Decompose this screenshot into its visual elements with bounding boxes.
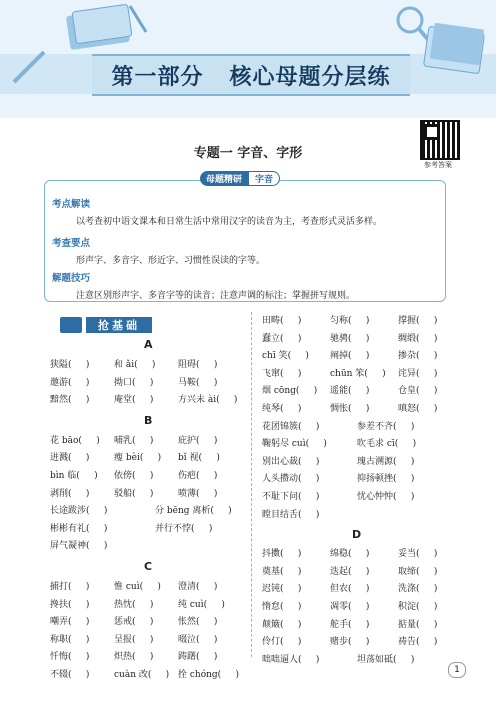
word-item: 澄清( ): [178, 582, 218, 592]
word-item: 迭起( ): [330, 566, 370, 577]
word-item: 忏悔( ): [50, 652, 90, 663]
word-item: 奠基( ): [262, 566, 302, 577]
word-item: 剥削( ): [50, 488, 90, 499]
word-item: 哺乳( ): [114, 435, 154, 446]
info-heading: 解题技巧: [52, 273, 91, 284]
word-item: 瘦 bèi( ): [114, 453, 162, 464]
word-item: 纯 cuì( ): [178, 599, 225, 610]
pencil-icon: [10, 48, 50, 88]
word-item: 瞠目结舌( ): [262, 509, 320, 520]
word-item: 撑握( ): [398, 316, 438, 326]
tag-left: 母题精研: [200, 171, 248, 186]
info-heading: 考点解读: [52, 199, 91, 210]
word-item: 呈报( ): [114, 634, 154, 645]
qr-label: 参考答案: [424, 161, 452, 169]
word-item: 祷告( ): [398, 637, 438, 648]
book-icon: [60, 317, 82, 333]
word-item: 遥能( ): [330, 386, 370, 397]
word-item: 匀称( ): [330, 316, 370, 326]
word-item: 颠簸( ): [262, 619, 302, 630]
word-item: 惟 cuì( ): [114, 582, 161, 592]
topic-subtitle: 专题一 字音、字形: [193, 146, 303, 161]
word-item: 妥当( ): [398, 549, 438, 560]
word-item: 庵堂( ): [114, 395, 154, 406]
word-item: 狭隘( ): [50, 360, 90, 370]
tag-right: 字音: [248, 171, 280, 186]
book-illustration-icon: [60, 2, 150, 52]
word-item: 参差不齐( ): [357, 421, 415, 432]
word-item: 驳船( ): [114, 488, 154, 499]
word-item: 凋零( ): [330, 602, 370, 612]
word-item: 烟 cōng( ): [262, 386, 318, 397]
word-item: 绸缎( ): [398, 333, 438, 344]
word-item: 庇护( ): [178, 435, 218, 446]
word-item: 抑扬顿挫( ): [357, 474, 415, 485]
info-text: 注意区别形声字、多音字等的读音；注意声调的标注；掌握拼写规则。: [76, 291, 356, 301]
word-item: 黯然( ): [50, 395, 90, 406]
word-item: 惰怠( ): [262, 602, 302, 612]
word-item: 邀游( ): [50, 377, 90, 388]
word-item: 称职( ): [50, 634, 90, 645]
info-box: [44, 180, 446, 302]
word-item: 诧异( ): [398, 368, 438, 379]
info-text: 形声字、多音字、形近字、习惯性误读的字等。: [76, 256, 266, 266]
word-item: 洗涤( ): [398, 584, 438, 595]
word-item: 田畴( ): [262, 316, 302, 326]
word-item: chī 笑( ): [262, 351, 309, 362]
word-item: 炽热( ): [114, 652, 154, 663]
word-item: 嗔怒( ): [398, 404, 438, 414]
word-item: 仓皇( ): [398, 386, 438, 397]
word-item: 赌步( ): [330, 637, 370, 648]
section-tag: [200, 170, 280, 186]
section-banner: [60, 317, 152, 333]
page-title: 第一部分 核心母题分层练: [111, 63, 391, 90]
word-item: 拴 chóng( ): [178, 670, 240, 680]
word-item: 掺杂( ): [398, 351, 438, 362]
word-item: 屏气凝神( ): [50, 541, 108, 552]
page-number: 1: [448, 662, 466, 678]
word-item: 抖擞( ): [262, 549, 302, 560]
word-item: 花团锦簇( ): [262, 421, 320, 432]
word-item: 鞠躬尽 cuì( ): [262, 439, 327, 450]
word-item: 并行不悖( ): [155, 523, 213, 534]
word-item: 坦荡如砥( ): [357, 654, 415, 665]
word-item: 掂量( ): [398, 619, 438, 630]
word-item: 别出心裁( ): [262, 456, 320, 467]
group-letter: C: [144, 560, 153, 573]
word-item: 喷薄( ): [178, 488, 218, 499]
word-item: 惩戒( ): [114, 617, 154, 628]
section-banner-label: 抢基础: [86, 317, 152, 333]
group-letter: B: [144, 413, 153, 427]
word-item: 依傍( ): [114, 471, 154, 481]
word-item: 迸溅( ): [50, 453, 90, 464]
word-item: 飞窜( ): [262, 368, 302, 379]
word-item: 和 ǎi( ): [114, 360, 156, 370]
word-item: 瑰古溯源( ): [357, 456, 415, 467]
word-item: 阻碍( ): [178, 360, 218, 370]
folder-illustration-icon: [420, 20, 490, 80]
word-item: 咄咄逼人( ): [262, 654, 320, 665]
word-item: 方兴未 ài( ): [178, 395, 238, 406]
word-item: 阐掉( ): [330, 351, 370, 362]
page-title-box: [92, 54, 410, 96]
word-item: bìn 临( ): [50, 471, 98, 481]
word-item: 不辍( ): [50, 670, 90, 680]
word-item: 伤疤( ): [178, 471, 218, 481]
word-item: 忧心忡忡( ): [357, 492, 415, 502]
word-item: 分 bēng 离析( ): [155, 506, 232, 517]
word-item: 马鞍( ): [178, 377, 218, 388]
word-item: 纯琴( ): [262, 404, 302, 414]
word-item: 取缔( ): [398, 566, 438, 577]
word-item: 绵稳( ): [330, 549, 370, 560]
word-item: 彬彬有礼( ): [50, 523, 108, 534]
word-item: 花 bāo( ): [50, 435, 100, 446]
word-item: 惆怅( ): [330, 404, 370, 414]
column-divider: [251, 312, 252, 657]
header-banner: [0, 0, 496, 118]
word-item: 伶仃( ): [262, 637, 302, 648]
word-item: 热忱( ): [114, 599, 154, 610]
word-item: 但农( ): [330, 584, 370, 595]
word-item: 积淀( ): [398, 602, 438, 612]
word-item: 长途跋涉( ): [50, 506, 108, 517]
group-letter: A: [144, 338, 153, 351]
word-item: 驰骋( ): [330, 333, 370, 344]
word-item: 怅然( ): [178, 617, 218, 628]
group-letter: D: [352, 528, 362, 542]
word-item: 不耻下问( ): [262, 492, 320, 502]
word-item: 拗口( ): [114, 377, 154, 388]
info-heading: 考查要点: [52, 238, 91, 249]
word-item: 搀扶( ): [50, 599, 90, 610]
word-item: 迟钝( ): [262, 584, 302, 595]
word-item: 嘲弄( ): [50, 617, 90, 628]
word-item: 吹毛求 cī( ): [357, 439, 417, 450]
word-item: chūn 笨( ): [330, 368, 386, 379]
word-item: 蠢立( ): [262, 333, 302, 344]
word-item: 人头攒动( ): [262, 474, 320, 485]
info-text: 以考查初中语文课本和日常生活中常用汉字的读音为主，考查形式灵活多样。: [76, 217, 383, 227]
word-item: 舵手( ): [330, 619, 370, 630]
word-item: 踌躇( ): [178, 652, 218, 663]
word-item: 啜泣( ): [178, 634, 218, 645]
word-item: bǐ 视( ): [178, 453, 220, 464]
word-item: cuàn 改( ): [114, 670, 170, 680]
qr-code[interactable]: [420, 120, 460, 160]
word-item: 捕打( ): [50, 582, 90, 592]
